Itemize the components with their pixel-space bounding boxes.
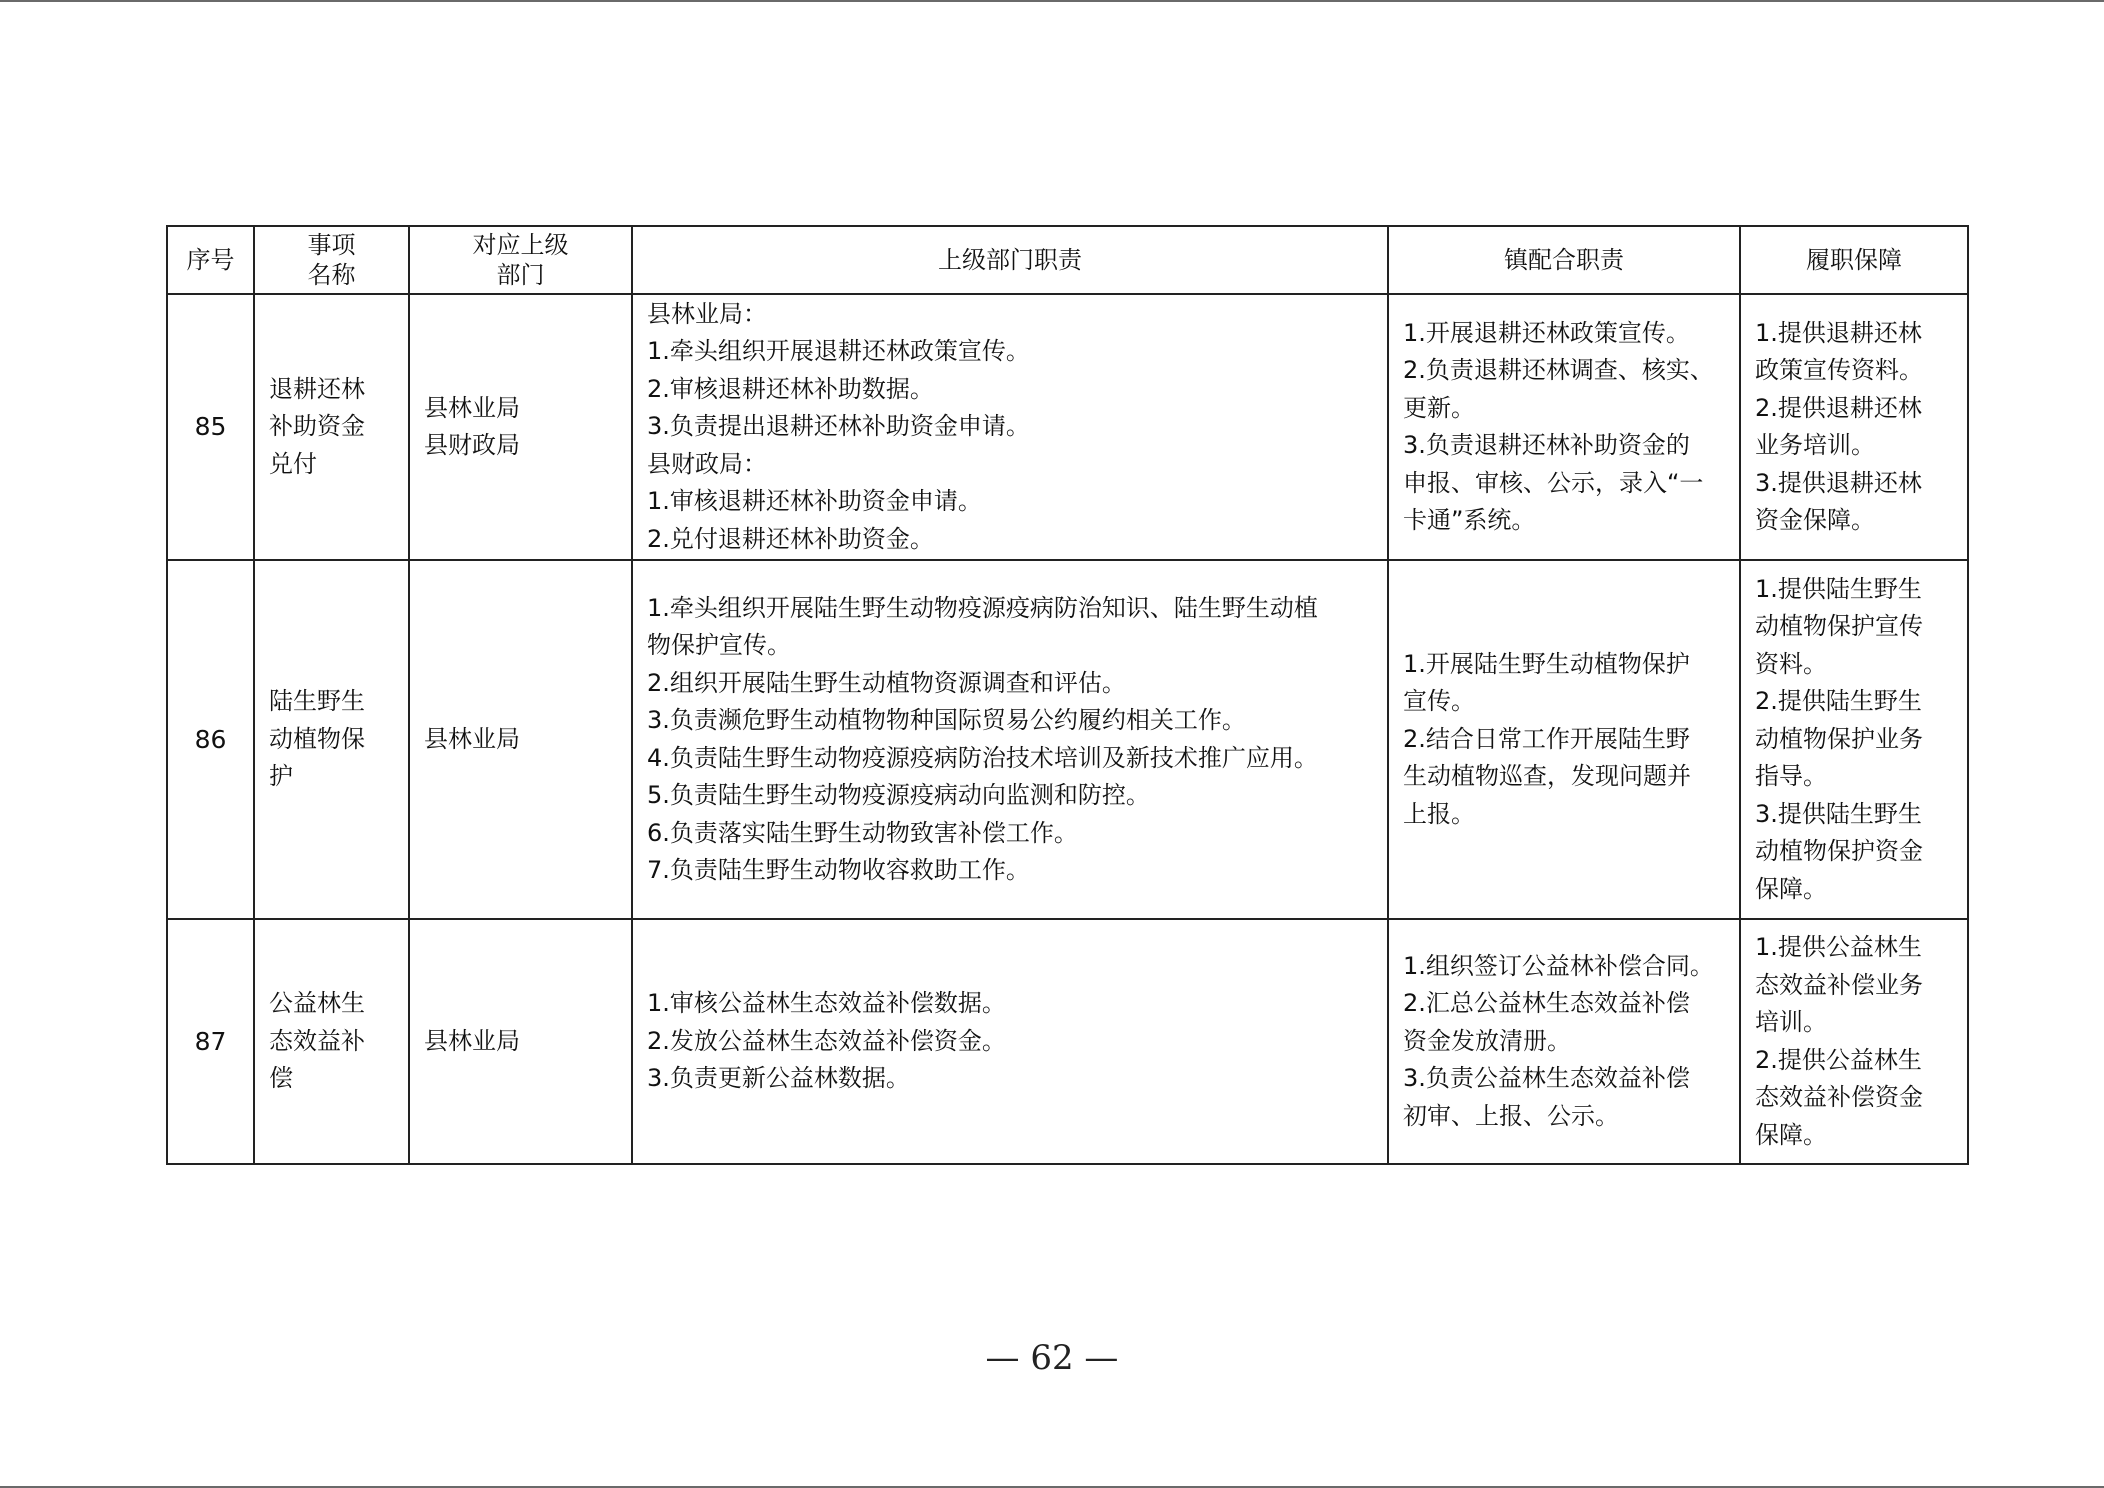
town-duty-cell: [1388, 294, 1740, 560]
row-number-cell: 86: [167, 560, 254, 919]
cell-line: 兑付: [269, 449, 317, 478]
cell-line: 3.负责公益林生态效益补偿: [1403, 1064, 1690, 1093]
page-top-rule: [0, 0, 2104, 2]
header-dept-line: 部门: [496, 261, 545, 289]
cell-line: 3.负责提出退耕还林补助资金申请。: [647, 412, 1030, 441]
cell-line: 保障。: [1755, 1120, 1827, 1149]
cell-line: 1.审核公益林生态效益补偿数据。: [647, 989, 1006, 1018]
town-duty-cell: [1388, 919, 1740, 1164]
duty-table: [166, 225, 1969, 1165]
cell-line: 1.开展陆生野生动植物保护: [1403, 649, 1690, 678]
cell-line: 补助资金: [269, 412, 365, 441]
cell-line: 1.组织签订公益林补偿合同。: [1403, 951, 1714, 980]
cell-line: 2.审核退耕还林补助数据。: [647, 374, 934, 403]
header-num: 序号: [167, 226, 254, 294]
cell-line: 物保护宣传。: [647, 631, 791, 659]
cell-line: 2.负责退耕还林调查、核实、: [1403, 356, 1714, 384]
page-number: — 62 —: [985, 1338, 1119, 1378]
header-duty: 上级部门职责: [632, 226, 1388, 294]
guarantee-cell: [1740, 294, 1968, 560]
cell-line: 2.组织开展陆生野生动植物资源调查和评估。: [647, 668, 1126, 697]
table-row: [167, 294, 1968, 560]
cell-line: 退耕还林: [269, 374, 365, 403]
cell-line: 生动植物巡查，发现问题并: [1403, 762, 1691, 791]
guarantee-cell: [1740, 560, 1968, 919]
cell-line: 公益林生: [269, 989, 365, 1018]
table-body: [167, 294, 1968, 1164]
header-town: 镇配合职责: [1388, 226, 1740, 294]
cell-line: 1.提供公益林生: [1755, 933, 1922, 961]
cell-line: 1.提供陆生野生: [1755, 574, 1922, 603]
cell-line: 申报、审核、公示，录入“一: [1403, 468, 1704, 497]
cell-line: 资金保障。: [1755, 506, 1875, 534]
cell-line: 保障。: [1755, 874, 1827, 903]
cell-line: 指导。: [1755, 762, 1827, 791]
cell-line: 卡通”系统。: [1403, 506, 1536, 534]
table-row: [167, 560, 1968, 919]
cell-line: 更新。: [1403, 393, 1475, 422]
dept-cell: [409, 919, 632, 1164]
cell-line: 1.提供退耕还林: [1755, 318, 1922, 347]
dept-cell: [409, 560, 632, 919]
header-dept: [409, 226, 632, 294]
cell-line: 3.负责更新公益林数据。: [647, 1064, 910, 1093]
duty-cell: [632, 560, 1388, 919]
table-header-row: [167, 226, 1968, 294]
cell-line: 县财政局：: [647, 449, 767, 478]
cell-line: 2.汇总公益林生态效益补偿: [1403, 989, 1690, 1018]
cell-line: 政策宣传资料。: [1755, 356, 1923, 384]
cell-line: 偿: [269, 1064, 293, 1093]
cell-line: 2.提供退耕还林: [1755, 393, 1922, 422]
cell-line: 2.提供陆生野生: [1755, 687, 1922, 716]
header-dept-line: 对应上级: [472, 231, 569, 259]
cell-line: 5.负责陆生野生动物疫源疫病动向监测和防控。: [647, 781, 1150, 809]
cell-line: 上报。: [1403, 799, 1475, 828]
town-duty-cell: [1388, 560, 1740, 919]
item-name-cell: [254, 560, 409, 919]
duty-cell: [632, 294, 1388, 560]
cell-line: 3.负责濒危野生动植物物种国际贸易公约履约相关工作。: [647, 706, 1246, 734]
cell-line: 3.提供陆生野生: [1755, 799, 1922, 828]
header-name-line: 事项: [307, 231, 356, 259]
cell-line: 3.负责退耕还林补助资金的: [1403, 431, 1690, 459]
cell-line: 2.结合日常工作开展陆生野: [1403, 724, 1690, 753]
header-name: [254, 226, 409, 294]
row-number-cell: 85: [167, 294, 254, 560]
cell-line: 资料。: [1755, 649, 1827, 678]
cell-line: 态效益补偿业务: [1755, 970, 1923, 999]
cell-line: 1.开展退耕还林政策宣传。: [1403, 318, 1690, 347]
cell-line: 态效益补: [269, 1026, 365, 1055]
cell-line: 动植物保护宣传: [1755, 612, 1923, 641]
cell-line: 护: [269, 762, 293, 791]
cell-line: 态效益补偿资金: [1755, 1083, 1923, 1111]
cell-line: 县林业局: [424, 393, 520, 422]
cell-line: 2.提供公益林生: [1755, 1045, 1922, 1074]
cell-line: 2.发放公益林生态效益补偿资金。: [647, 1026, 1006, 1055]
guarantee-cell: [1740, 919, 1968, 1164]
cell-line: 动植物保护资金: [1755, 837, 1923, 866]
cell-line: 培训。: [1755, 1008, 1827, 1036]
cell-line: 动植物保: [269, 724, 365, 753]
cell-line: 资金发放清册。: [1403, 1026, 1571, 1055]
table-row: [167, 919, 1968, 1164]
row-number-cell: 87: [167, 919, 254, 1164]
cell-line: 4.负责陆生野生动物疫源疫病防治技术培训及新技术推广应用。: [647, 743, 1318, 772]
header-name-line: 名称: [307, 261, 356, 289]
cell-line: 1.审核退耕还林补助资金申请。: [647, 487, 982, 516]
cell-line: 县林业局: [424, 1026, 520, 1055]
item-name-cell: [254, 919, 409, 1164]
cell-line: 2.兑付退耕还林补助资金。: [647, 524, 934, 553]
cell-line: 7.负责陆生野生动物收容救助工作。: [647, 856, 1030, 884]
cell-line: 县林业局：: [647, 299, 767, 328]
cell-line: 宣传。: [1403, 687, 1475, 716]
dept-cell: [409, 294, 632, 560]
cell-line: 6.负责落实陆生野生动物致害补偿工作。: [647, 818, 1078, 847]
duty-cell: [632, 919, 1388, 1164]
cell-line: 县林业局: [424, 724, 520, 753]
cell-line: 业务培训。: [1755, 431, 1875, 459]
cell-line: 县财政局: [424, 431, 520, 459]
cell-line: 陆生野生: [269, 687, 365, 716]
cell-line: 3.提供退耕还林: [1755, 468, 1922, 497]
header-guarantee: 履职保障: [1740, 226, 1968, 294]
cell-line: 初审、上报、公示。: [1403, 1101, 1619, 1130]
cell-line: 1.牵头组织开展退耕还林政策宣传。: [647, 337, 1030, 366]
cell-line: 1.牵头组织开展陆生野生动物疫源疫病防治知识、陆生野生动植: [647, 593, 1318, 622]
cell-line: 动植物保护业务: [1755, 724, 1923, 753]
item-name-cell: [254, 294, 409, 560]
